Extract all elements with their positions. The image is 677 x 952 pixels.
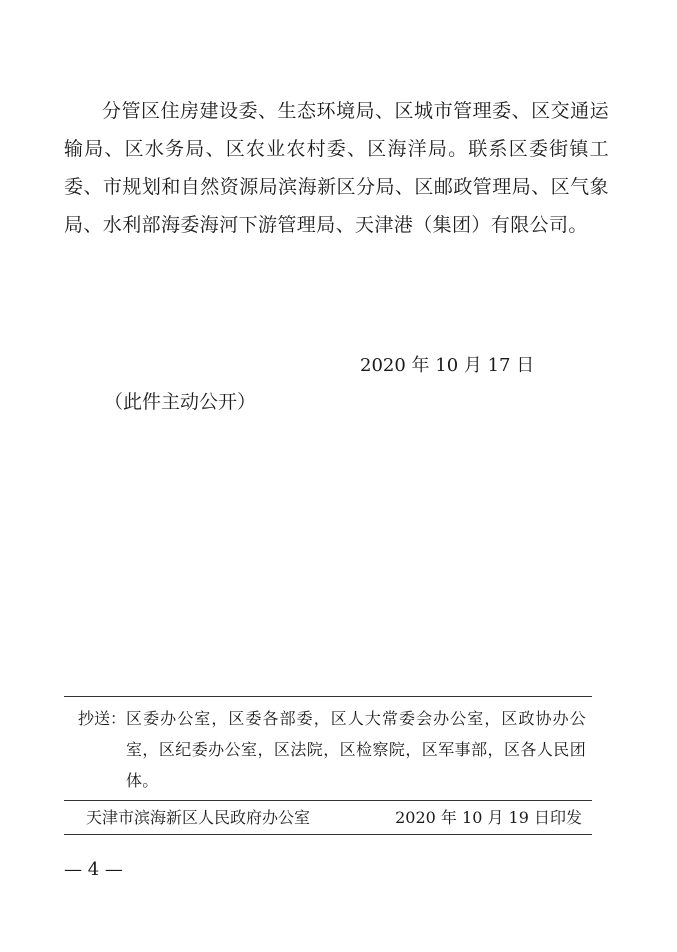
cc-block <box>78 703 586 796</box>
public-disclosure-note: （此件主动公开） <box>104 391 257 413</box>
cc-label: 抄送： <box>78 709 127 728</box>
page-number: — 4 — <box>64 859 123 880</box>
print-date: 2020 年 10 月 19 日印发 <box>395 808 582 827</box>
footer-middle-rule <box>64 800 592 801</box>
footer-bottom-rule <box>64 834 592 835</box>
cc-recipients: 区委办公室，区委各部委，区人大常委会办公室，区政协办公室，区纪委办公室，区法院，区检察院，区军事部，区各人民团体。 <box>126 709 586 790</box>
body-paragraph: 分管区住房建设委、生态环境局、区城市管理委、区交通运输局、区水务局、区农业农村委、区海洋局。联系区委街镇工委、市规划和自然资源局滨海新区分局、区邮政管理局、区气象局、水利部海委海河下游管理局、天津港（集团）有限公司。 <box>64 100 609 236</box>
issuing-office: 天津市滨海新区人民政府办公室 <box>86 808 311 827</box>
footer-top-rule <box>64 696 592 697</box>
document-date: 2020 年 10 月 17 日 <box>360 355 535 376</box>
